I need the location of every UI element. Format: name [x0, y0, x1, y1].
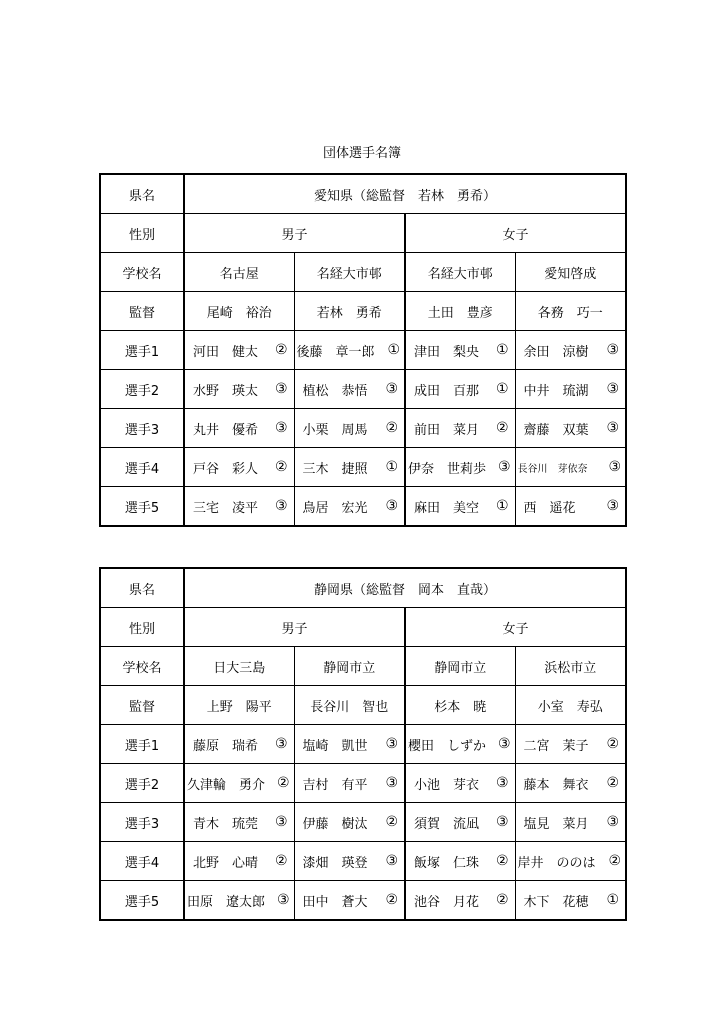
- player-grade: ③: [276, 892, 290, 908]
- player-row: [100, 842, 626, 881]
- player-grade: ③: [606, 342, 620, 358]
- player-name: 伊奈 世莉歩: [408, 461, 487, 477]
- player-name: 小栗 周馬: [302, 422, 368, 438]
- player-name: 田中 蒼大: [302, 894, 368, 910]
- player-grade: ②: [274, 459, 288, 475]
- prefecture-row: [100, 568, 626, 608]
- player-name: 西 遥花: [523, 500, 576, 516]
- player-name: 小池 芽衣: [414, 777, 480, 793]
- player-grade: ③: [606, 381, 620, 397]
- player-cell: [294, 803, 405, 842]
- player-grade: ②: [495, 892, 509, 908]
- school-cell: 名古屋: [184, 253, 294, 292]
- coach-cell: 上野 陽平: [184, 686, 294, 725]
- player-cell: [515, 409, 626, 448]
- player-name: 植松 恭悟: [302, 383, 368, 399]
- prefecture-value: 静岡県（総監督 岡本 直哉）: [184, 568, 626, 608]
- player-name: 水野 瑛太: [193, 383, 259, 399]
- player-cell: [184, 409, 294, 448]
- player-grade: ③: [385, 498, 398, 514]
- school-cell: 浜松市立: [515, 647, 626, 686]
- player-grade: ②: [385, 420, 398, 436]
- player-cell: [405, 842, 515, 881]
- team-roster-table: [99, 173, 627, 527]
- player-name: 北野 心晴: [193, 855, 259, 871]
- player-grade: ②: [274, 853, 288, 869]
- player-grade: ②: [606, 736, 620, 752]
- player-cell: [515, 487, 626, 527]
- player-grade: ③: [274, 498, 288, 514]
- player-grade: ③: [385, 775, 398, 791]
- player-cell: [294, 764, 405, 803]
- player-cell: [405, 331, 515, 370]
- player-cell: [515, 370, 626, 409]
- player-row: [100, 409, 626, 448]
- player-cell: [515, 448, 626, 487]
- player-cell: [184, 448, 294, 487]
- prefecture-row: [100, 174, 626, 214]
- coach-cell: 尾崎 裕治: [184, 292, 294, 331]
- player-cell: [294, 448, 405, 487]
- player-name: 飯塚 仁珠: [414, 855, 480, 871]
- player-name: 吉村 有平: [302, 777, 368, 793]
- player-name: 藤本 舞衣: [523, 777, 589, 793]
- player-grade: ②: [495, 853, 509, 869]
- player-grade: ③: [385, 853, 398, 869]
- player-name: 戸谷 彩人: [193, 461, 259, 477]
- player-cell: [294, 725, 405, 764]
- player-row: [100, 331, 626, 370]
- player-grade: ②: [606, 775, 620, 791]
- school-cell: 静岡市立: [405, 647, 515, 686]
- coach-row: [100, 292, 626, 331]
- player-grade: ②: [385, 892, 398, 908]
- player-cell: [184, 881, 294, 921]
- player-cell: [515, 881, 626, 921]
- gender-female: 女子: [405, 214, 626, 253]
- player-cell: [515, 764, 626, 803]
- coach-label: 監督: [100, 292, 184, 331]
- coach-cell: 土田 豊彦: [405, 292, 515, 331]
- player-label: 選手5: [100, 487, 184, 527]
- player-grade: ③: [497, 736, 511, 752]
- player-name: 伊藤 樹汰: [302, 816, 368, 832]
- player-cell: [184, 842, 294, 881]
- player-label: 選手4: [100, 842, 184, 881]
- school-label: 学校名: [100, 647, 184, 686]
- player-cell: [405, 370, 515, 409]
- player-cell: [184, 370, 294, 409]
- player-grade: ③: [497, 459, 511, 475]
- player-row: [100, 803, 626, 842]
- player-grade: ③: [495, 814, 509, 830]
- player-cell: [405, 448, 515, 487]
- player-cell: [405, 487, 515, 527]
- player-cell: [515, 842, 626, 881]
- player-name: 河田 健太: [193, 344, 259, 360]
- player-cell: [405, 881, 515, 921]
- player-row: [100, 725, 626, 764]
- player-cell: [294, 842, 405, 881]
- player-cell: [515, 725, 626, 764]
- player-name: 藤原 瑞希: [193, 738, 259, 754]
- player-row: [100, 370, 626, 409]
- player-grade: ①: [606, 892, 620, 908]
- player-grade: ③: [385, 381, 398, 397]
- player-name: 前田 菜月: [414, 422, 480, 438]
- player-row: [100, 764, 626, 803]
- player-grade: ③: [274, 736, 288, 752]
- coach-cell: 若林 勇希: [294, 292, 405, 331]
- player-name: 櫻田 しずか: [408, 738, 487, 754]
- gender-female: 女子: [405, 608, 626, 647]
- player-name: 田原 遼太郎: [187, 894, 266, 910]
- player-grade: ①: [495, 342, 509, 358]
- player-name: 青木 琉莞: [193, 816, 259, 832]
- player-name: 余田 涼樹: [523, 344, 589, 360]
- player-label: 選手2: [100, 764, 184, 803]
- player-name: 丸井 優希: [193, 422, 259, 438]
- school-row: [100, 647, 626, 686]
- prefecture-label: 県名: [100, 174, 184, 214]
- coach-label: 監督: [100, 686, 184, 725]
- player-name: 三木 捷照: [302, 461, 368, 477]
- player-name: 三宅 凌平: [193, 500, 259, 516]
- player-grade: ③: [495, 775, 509, 791]
- player-row: [100, 448, 626, 487]
- school-cell: 日大三島: [184, 647, 294, 686]
- player-cell: [515, 331, 626, 370]
- player-cell: [184, 725, 294, 764]
- coach-row: [100, 686, 626, 725]
- player-name: 岸井 ののは: [517, 855, 596, 871]
- player-cell: [405, 409, 515, 448]
- player-name: 成田 百那: [414, 383, 480, 399]
- player-name: 鳥居 宏光: [302, 500, 368, 516]
- player-cell: [405, 725, 515, 764]
- player-label: 選手4: [100, 448, 184, 487]
- player-grade: ①: [385, 459, 398, 475]
- player-cell: [294, 881, 405, 921]
- player-name: 塩崎 凱世: [302, 738, 368, 754]
- coach-cell: 各務 巧一: [515, 292, 626, 331]
- player-label: 選手2: [100, 370, 184, 409]
- player-cell: [184, 764, 294, 803]
- player-cell: [184, 331, 294, 370]
- team-roster-table: [99, 567, 627, 921]
- player-name: 麻田 美空: [414, 500, 480, 516]
- player-grade: ③: [608, 459, 622, 475]
- school-row: [100, 253, 626, 292]
- player-grade: ②: [274, 342, 288, 358]
- prefecture-value: 愛知県（総監督 若林 勇希）: [184, 174, 626, 214]
- player-label: 選手5: [100, 881, 184, 921]
- player-cell: [184, 803, 294, 842]
- player-grade: ③: [385, 736, 398, 752]
- coach-cell: 長谷川 智也: [294, 686, 405, 725]
- player-name: 漆畑 瑛登: [302, 855, 368, 871]
- player-cell: [294, 409, 405, 448]
- player-name: 池谷 月花: [414, 894, 480, 910]
- player-label: 選手3: [100, 409, 184, 448]
- gender-male: 男子: [184, 608, 405, 647]
- gender-row: [100, 608, 626, 647]
- school-cell: 愛知啓成: [515, 253, 626, 292]
- player-row: [100, 487, 626, 527]
- player-cell: [294, 331, 405, 370]
- coach-cell: 杉本 暁: [405, 686, 515, 725]
- player-grade: ①: [495, 498, 509, 514]
- player-grade: ③: [274, 814, 288, 830]
- player-row: [100, 881, 626, 921]
- player-grade: ③: [606, 498, 620, 514]
- player-name: 木下 花穂: [523, 894, 589, 910]
- player-name: 後藤 章一郎: [296, 344, 375, 360]
- player-cell: [184, 487, 294, 527]
- player-grade: ③: [606, 814, 620, 830]
- player-name: 須賀 流凪: [414, 816, 480, 832]
- player-grade: ②: [608, 853, 622, 869]
- prefecture-label: 県名: [100, 568, 184, 608]
- player-name: 齋藤 双葉: [523, 422, 589, 438]
- coach-cell: 小室 寿弘: [515, 686, 626, 725]
- player-cell: [405, 764, 515, 803]
- player-cell: [405, 803, 515, 842]
- player-name: 久津輪 勇介: [187, 777, 266, 793]
- player-name: 塩見 菜月: [523, 816, 589, 832]
- player-name: 長谷川 芽依奈: [517, 463, 588, 475]
- player-label: 選手3: [100, 803, 184, 842]
- gender-male: 男子: [184, 214, 405, 253]
- school-cell: 名経大市邨: [294, 253, 405, 292]
- gender-label: 性別: [100, 608, 184, 647]
- school-label: 学校名: [100, 253, 184, 292]
- player-grade: ③: [274, 381, 288, 397]
- player-grade: ③: [274, 420, 288, 436]
- school-cell: 静岡市立: [294, 647, 405, 686]
- document-title: 団体選手名簿: [322, 146, 401, 161]
- gender-row: [100, 214, 626, 253]
- player-name: 二宮 茉子: [523, 738, 589, 754]
- player-cell: [294, 487, 405, 527]
- player-grade: ①: [387, 342, 400, 358]
- player-grade: ②: [276, 775, 290, 791]
- gender-label: 性別: [100, 214, 184, 253]
- school-cell: 名経大市邨: [405, 253, 515, 292]
- player-name: 津田 梨央: [414, 344, 480, 360]
- player-label: 選手1: [100, 725, 184, 764]
- player-name: 中井 琉湖: [523, 383, 589, 399]
- player-grade: ②: [495, 420, 509, 436]
- player-grade: ①: [495, 381, 509, 397]
- player-label: 選手1: [100, 331, 184, 370]
- player-cell: [294, 370, 405, 409]
- player-grade: ②: [385, 814, 398, 830]
- player-grade: ③: [606, 420, 620, 436]
- player-cell: [515, 803, 626, 842]
